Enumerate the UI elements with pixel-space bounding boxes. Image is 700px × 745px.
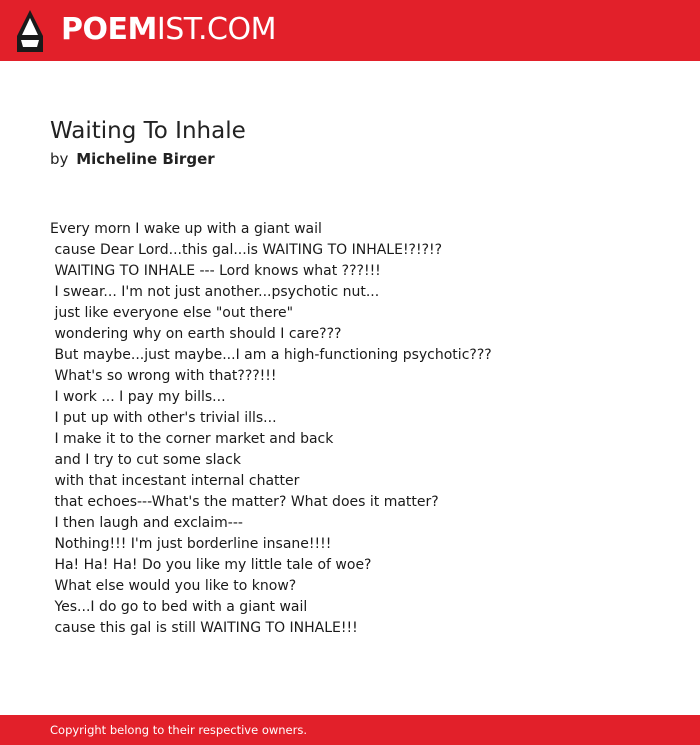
poem-line: I work ... I pay my bills... — [50, 389, 226, 405]
poem-line: just like everyone else "out there" — [50, 305, 294, 321]
by-label: by — [50, 150, 69, 168]
poem-line: Nothing!!! I'm just borderline insane!!!! — [50, 536, 332, 552]
copyright-text: Copyright belong to their respective owners. — [50, 723, 308, 737]
poem-line: What else would you like to know? — [50, 578, 297, 594]
logo-bold-text: POEM — [61, 12, 157, 47]
poem-body — [50, 219, 670, 639]
poem-line: WAITING TO INHALE --- Lord knows what ???!!! — [50, 263, 381, 279]
site-logo[interactable] — [61, 12, 276, 48]
poem-line: that echoes---What's the matter? What does it matter? — [50, 494, 439, 510]
poem-line: Every morn I wake up with a giant wail — [50, 221, 322, 237]
byline — [50, 149, 215, 169]
poem-line: with that incestant internal chatter — [50, 473, 300, 489]
poem-line: Yes...I do go to bed with a giant wail — [50, 599, 308, 615]
pencil-icon[interactable] — [17, 10, 43, 52]
poem-title: Waiting To Inhale — [50, 118, 246, 144]
site-footer — [0, 715, 700, 745]
poem-line: I put up with other's trivial ills... — [50, 410, 277, 426]
logo-light-text: IST.COM — [156, 12, 276, 47]
site-header — [0, 0, 700, 61]
poem-line: cause Dear Lord...this gal...is WAITING TO INHALE!?!?!? — [50, 242, 443, 258]
poem-line: Ha! Ha! Ha! Do you like my little tale of woe? — [50, 557, 372, 573]
poem-line: and I try to cut some slack — [50, 452, 241, 468]
poem-line: cause this gal is still WAITING TO INHALE!!! — [50, 620, 358, 636]
poem-line: What's so wrong with that???!!! — [50, 368, 277, 384]
poem-line: wondering why on earth should I care??? — [50, 326, 342, 342]
poem-line: I make it to the corner market and back — [50, 431, 334, 447]
poem-line: I swear... I'm not just another...psychotic nut... — [50, 284, 380, 300]
author-name[interactable]: Micheline Birger — [76, 150, 215, 168]
poem-line: I then laugh and exclaim--- — [50, 515, 243, 531]
poem-line: But maybe...just maybe...I am a high-functioning psychotic??? — [50, 347, 492, 363]
